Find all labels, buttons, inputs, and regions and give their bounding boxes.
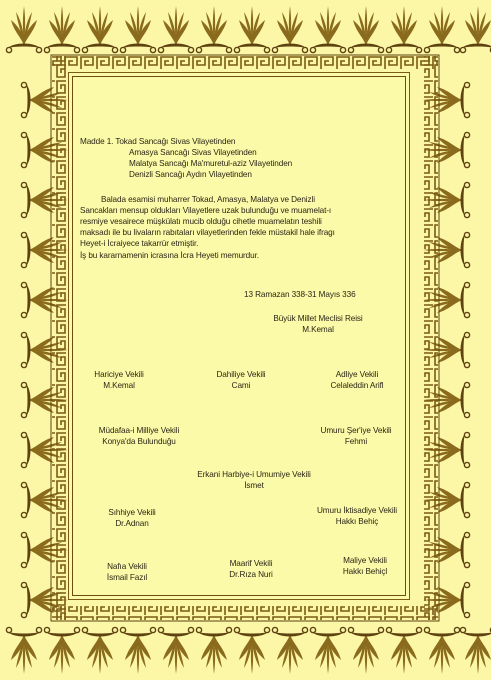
madde-line-2: Amasya Sancağı Sivas Vilayetinden <box>129 148 257 157</box>
signatory-name: Dr.Adnan <box>115 519 149 528</box>
top-palmette-band <box>6 6 491 53</box>
madde-line-1: Madde 1. Tokad Sancağı Sivas Vilayetinden <box>80 137 236 146</box>
signatory-name: Hakkı Behiç <box>335 517 379 526</box>
signatory-title: Sıhhiye Vekili <box>108 508 156 517</box>
president-title: Büyük Millet Meclisi Reisi <box>273 314 363 323</box>
signatory-title: Adliye Vekili <box>335 370 379 379</box>
signatory-name: M.Kemal <box>103 381 135 390</box>
decree-date: 13 Ramazan 338-31 Mayıs 336 <box>244 290 356 299</box>
paragraph-line-2: Sancakları mensup oldukları Vilayetlere uzak bulunduğu ve muamelat-ı <box>80 206 332 215</box>
signatory-title: Maliye Vekili <box>343 556 387 565</box>
signatory-title: Umuru Şer'iye Vekili <box>320 426 392 435</box>
madde-line-4: Denizli Sancağı Aydın Vilayetinden <box>129 170 252 179</box>
madde-line-3: Malatya Sancağı Ma'muretul-aziz Vilayetinden <box>129 159 293 168</box>
signatory-name: Hakkı Behiçl <box>342 567 388 576</box>
paragraph-line-3: resmiye vesairece müşkülatı mucib olduğu cihetle muamelatın teshili <box>80 217 322 226</box>
signatory-name: İsmet <box>244 481 264 490</box>
signatory-title: Hariciye Vekili <box>94 370 144 379</box>
signatory-name: Dr.Rıza Nuri <box>229 570 273 579</box>
signatory-name: Celaleddin Arifl <box>330 381 384 390</box>
signatory-name: Konya'da Bulunduğu <box>102 437 176 446</box>
signatory-title: Dahiliye Vekili <box>216 370 266 379</box>
signatory-name: Cami <box>231 381 251 390</box>
signatory-title: Müdafaa-i Milliye Vekili <box>98 426 180 435</box>
paragraph-line-6: İş bu kararnamenin icrasına İcra Heyeti memurdur. <box>80 251 259 260</box>
signatory-name: Fehmi <box>344 437 368 446</box>
signatory-title: Umuru İktisadiye Vekili <box>316 506 398 515</box>
paragraph-line-5: Heyet-i İcraiyece takarrür etmiştir. <box>80 239 199 248</box>
president-name: M.Kemal <box>302 325 334 334</box>
bottom-palmette-band <box>6 627 491 674</box>
signatory-title: Erkani Harbiye-i Umumiye Vekili <box>197 470 311 479</box>
signatory-title: Maarif Vekili <box>229 559 273 568</box>
paragraph-line-1: Balada esamisi muharrer Tokad, Amasya, Malatya ve Denizli <box>101 195 315 204</box>
paragraph-line-4: maksadı ile bu livaların rabıtaları vilayetlerinden fekle müstakil hale ifragı <box>80 228 335 237</box>
signatory-name: İsmail Fazıl <box>106 573 148 582</box>
signatory-title: Nafıa Vekili <box>107 562 147 571</box>
